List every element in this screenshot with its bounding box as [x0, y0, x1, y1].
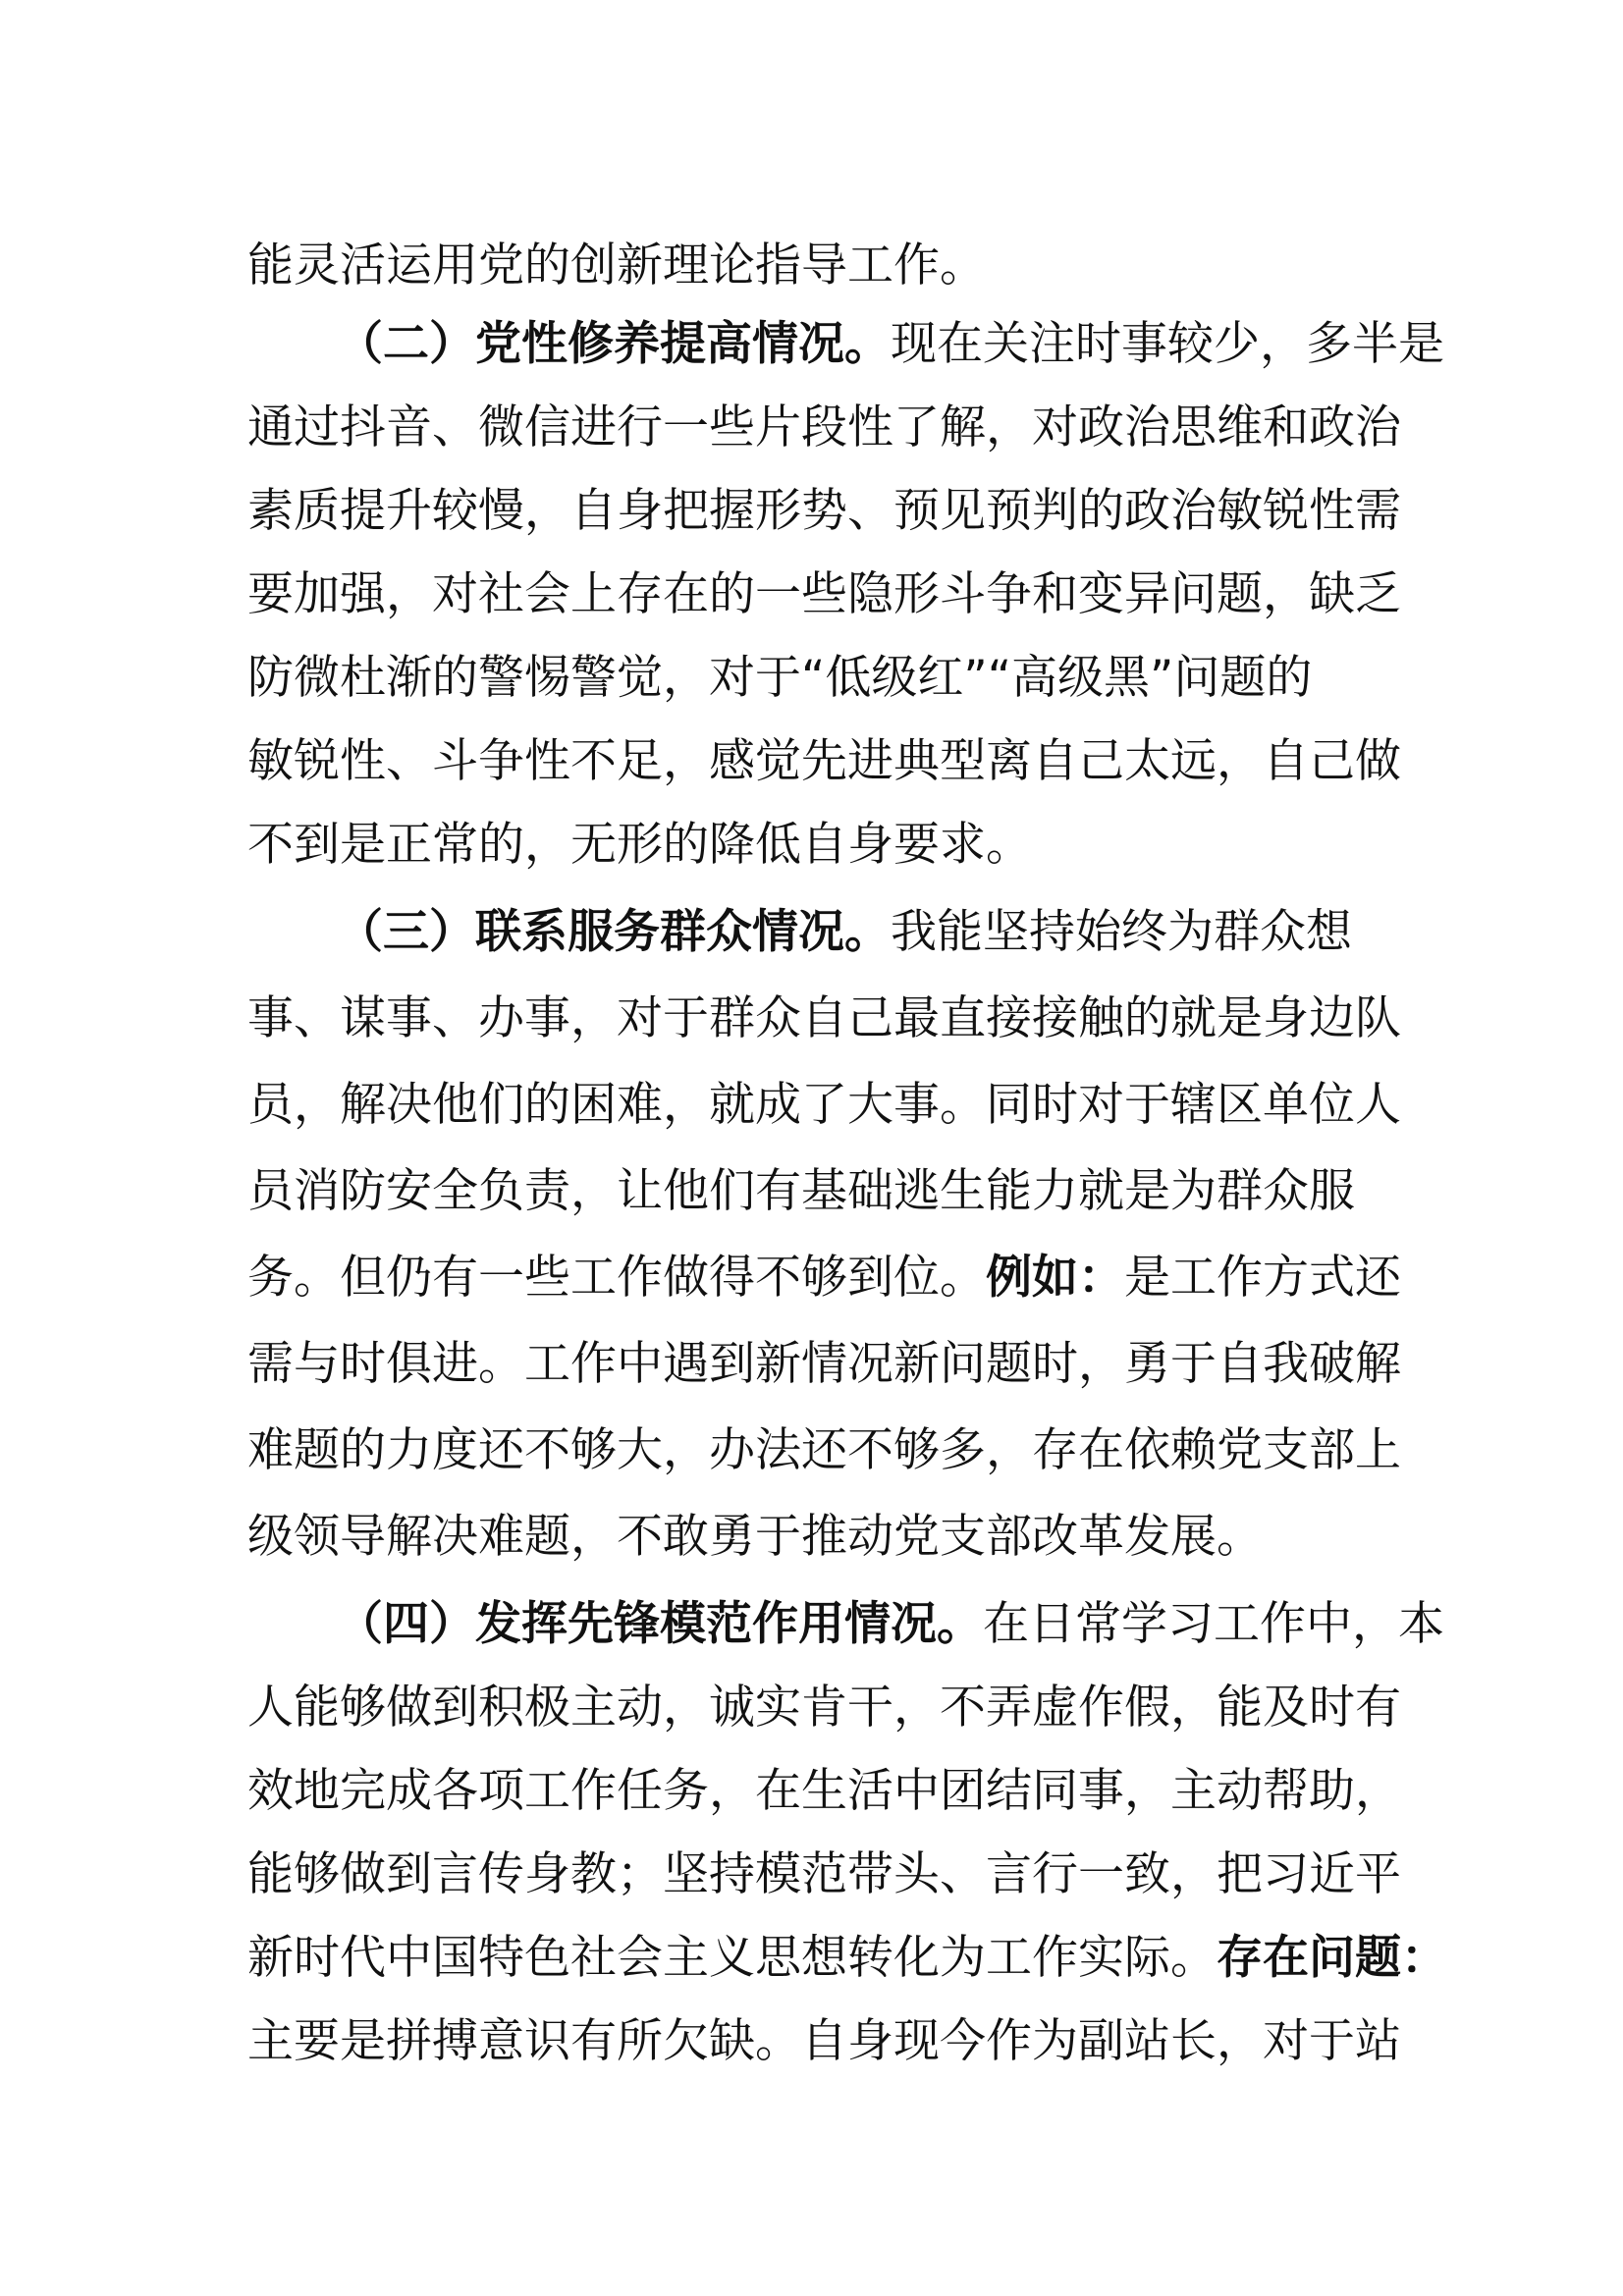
paragraph-line-6: 防微杜渐的警惕警觉，对于“低级红”“高级黑”问题的 — [247, 651, 1313, 705]
paragraph-line-18: 人能够做到积极主动，诚实肯干，不弄虚作假，能及时有 — [247, 1681, 1401, 1735]
paragraph-line-13 — [247, 1249, 1401, 1308]
line-text: 务。但仍有一些工作做得不够到位。 — [247, 1251, 986, 1305]
paragraph-line-10: 事、谋事、办事，对于群众自己最直接接触的就是身边队 — [247, 991, 1401, 1045]
example-label: 例如： — [986, 1251, 1124, 1305]
paragraph-line-4: 素质提升较慢，自身把握形势、预见预判的政治敏锐性需 — [247, 484, 1401, 538]
paragraph-line-3: 通过抖音、微信进行一些片段性了解，对政治思维和政治 — [247, 400, 1401, 454]
section-heading-serve-masses — [337, 903, 1352, 962]
paragraph-line-12: 员消防安全负责，让他们有基础逃生能力就是为群众服 — [247, 1164, 1355, 1218]
paragraph-line-8: 不到是正常的，无形的降低自身要求。 — [247, 818, 1032, 872]
line-text-continued: 是工作方式还 — [1124, 1251, 1401, 1305]
paragraph-line-22: 主要是拼搏意识有所欠缺。自身现今作为副站长，对于站 — [247, 2014, 1401, 2068]
paragraph-line-19: 效地完成各项工作任务，在生活中团结同事，主动帮助， — [247, 1764, 1401, 1818]
heading-body-text: 现在关注时事较少，多半是 — [891, 317, 1444, 371]
heading-body-text: 在日常学习工作中，本 — [983, 1597, 1444, 1651]
problem-label: 存在问题： — [1217, 1931, 1447, 1985]
heading-body-text: 我能坚持始终为群众想 — [891, 905, 1352, 959]
line-text: 新时代中国特色社会主义思想转化为工作实际。 — [247, 1931, 1217, 1985]
heading-bold-text: （四）发挥先锋模范作用情况。 — [337, 1597, 983, 1651]
paragraph-line-15: 难题的力度还不够大，办法还不够多，存在依赖党支部上 — [247, 1423, 1401, 1477]
paragraph-line-20: 能够做到言传身教；坚持模范带头、言行一致，把习近平 — [247, 1847, 1401, 1901]
paragraph-line-14: 需与时俱进。工作中遇到新情况新问题时，勇于自我破解 — [247, 1337, 1401, 1391]
paragraph-line-1: 能灵活运用党的创新理论指导工作。 — [247, 239, 986, 293]
section-heading-party-spirit — [337, 315, 1444, 374]
heading-bold-text: （三）联系服务群众情况。 — [337, 905, 891, 959]
paragraph-line-5: 要加强，对社会上存在的一些隐形斗争和变异问题，缺乏 — [247, 567, 1401, 621]
paragraph-line-21 — [247, 1929, 1447, 1988]
paragraph-line-16: 级领导解决难题，不敢勇于推动党支部改革发展。 — [247, 1510, 1263, 1564]
paragraph-line-7: 敏锐性、斗争性不足，感觉先进典型离自己太远，自己做 — [247, 734, 1401, 788]
paragraph-line-11: 员，解决他们的困难，就成了大事。同时对于辖区单位人 — [247, 1078, 1401, 1132]
heading-bold-text: （二）党性修养提高情况。 — [337, 317, 891, 371]
section-heading-vanguard-role — [337, 1595, 1444, 1654]
